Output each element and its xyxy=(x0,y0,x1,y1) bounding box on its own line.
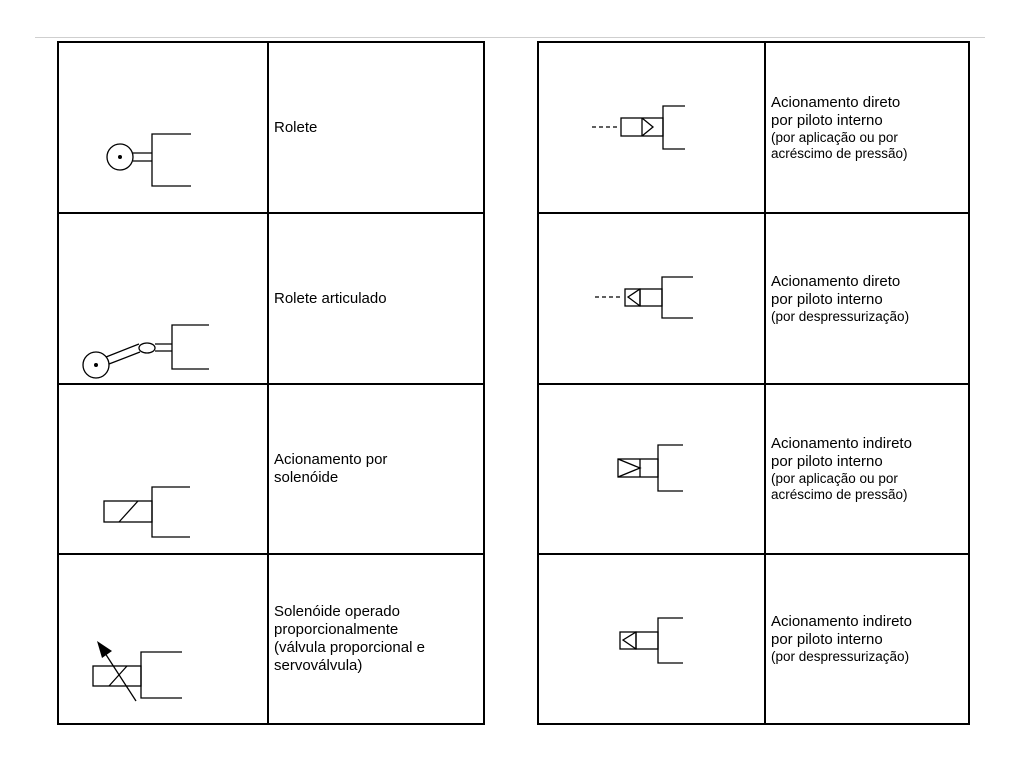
indirect-pilot-pressure-icon xyxy=(539,385,764,553)
direct-pilot-depressurization-label: Acionamento direto por piloto interno (por despressurização) xyxy=(765,213,969,384)
articulated-roller-icon xyxy=(59,214,267,383)
direct-pilot-pressure-label: Acionamento direto por piloto interno (por aplicação ou por acréscimo de pressão) xyxy=(765,42,969,213)
roller-label: Rolete xyxy=(268,42,484,213)
table-row xyxy=(58,213,484,384)
indirect-pilot-depressurization-icon xyxy=(539,555,764,723)
direct-pilot-depressurization-icon xyxy=(539,214,764,383)
table-row xyxy=(538,213,969,384)
articulated-roller-cell xyxy=(58,213,268,384)
proportional-solenoid-label: Solenóide operado proporcionalmente (válvula proporcional e servoválvula) xyxy=(268,554,484,724)
top-divider xyxy=(35,37,985,38)
table-row xyxy=(538,42,969,213)
solenoid-icon xyxy=(59,385,267,553)
right-symbol-table xyxy=(537,41,970,725)
roller-icon xyxy=(59,43,267,212)
indirect-pilot-pressure-label: Acionamento indireto por piloto interno (por aplicação ou por acréscimo de pressão) xyxy=(765,384,969,554)
roller-cell xyxy=(58,42,268,213)
solenoid-label: Acionamento por solenóide xyxy=(268,384,484,554)
table-row xyxy=(58,554,484,724)
table-row xyxy=(538,554,969,724)
indirect-pilot-depressurization-label: Acionamento indireto por piloto interno (por despressurização) xyxy=(765,554,969,724)
left-symbol-table xyxy=(57,41,485,725)
articulated-roller-label: Rolete articulado xyxy=(268,213,484,384)
table-row xyxy=(58,42,484,213)
indirect-pilot-depressurization-cell xyxy=(538,554,765,724)
direct-pilot-pressure-cell xyxy=(538,42,765,213)
proportional-solenoid-cell xyxy=(58,554,268,724)
direct-pilot-depressurization-cell xyxy=(538,213,765,384)
table-row xyxy=(538,384,969,554)
direct-pilot-pressure-icon xyxy=(539,43,764,212)
proportional-solenoid-icon xyxy=(59,555,267,723)
solenoid-cell xyxy=(58,384,268,554)
indirect-pilot-pressure-cell xyxy=(538,384,765,554)
table-row xyxy=(58,384,484,554)
